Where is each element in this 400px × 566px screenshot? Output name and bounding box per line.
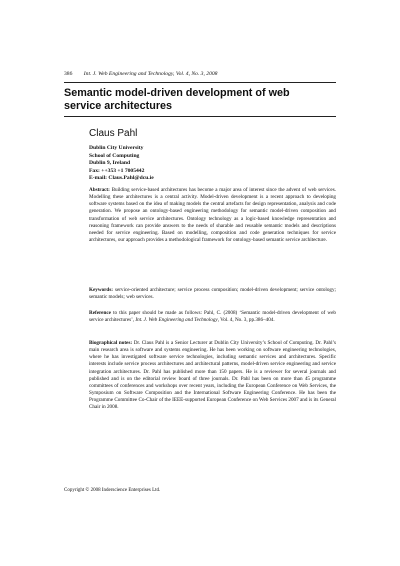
reference-volume: , Vol. 4, No. 3, pp.386–404.	[217, 317, 275, 324]
abstract-text: Building service-based architectures has become a major area of interest since the advent of web services. Modelling these architectures is a central activity. Model-driven development is a recent approach to developing software systems based on the idea of making models the central artefacts for design representation, analysis and code generation. We propose an ontology-based engineering methodology for semantic model-driven composition and transformation of web service architectures. Ontology technology as a logic-based knowledge representation and reasoning framework can provide answers to the needs of sharable and reusable semantic models and descriptions needed for service engineering. Based on modelling, composition and code generation techniques for service architectures, our approach provides a methodological framework for ontology-based semantic service architecture.	[89, 187, 336, 244]
reference-label: Reference	[89, 310, 111, 316]
reference-text: to this paper should be made as follows: Pahl, C. (2008) ‘Semantic model-driven development of web service architectures’,	[89, 310, 336, 324]
reference	[89, 310, 336, 324]
affiliation-fax: Fax: ++353 +1 7005442	[89, 167, 145, 174]
running-header	[64, 71, 336, 77]
keywords	[89, 287, 336, 301]
author-affiliation	[89, 145, 329, 183]
paper-title: Semantic model-driven development of web service architectures	[64, 87, 290, 112]
biographical-notes	[89, 340, 336, 412]
journal-citation: Int. J. Web Engineering and Technology, Vol. 4, No. 3, 2008	[83, 71, 218, 77]
abstract-label: Abstract:	[89, 187, 110, 193]
reference-journal: Int. J. Web Engineering and Technology	[135, 317, 218, 324]
title-rule-top	[64, 82, 336, 83]
bio-text: Dr. Claus Pahl is a Senior Lecturer at Dublin City University’s School of Computing. Dr. Pahl’s main research area is software and systems engineering. He has been working on software engineering technologies, where he has investigated software service technologies, including semantic services and architectures. Specific interests include service process architectures and architectural patterns, model-driven service engineering and service integration architectures. Dr. Pahl has published more than 150 papers. He is a reviewer for several journals and published and is on the editorial review board of three journals. Dr. Pahl has been on more than 45 programme committees of conferences and workshops over recent years, including the European Conference on Web Services, the Symposium on Software Composition and the International Software Engineering Conference. He has been the Programme Committee Co-Chair of the IEEE-supported European Conference on Web Services 2007 and is its General Chair in 2008.	[89, 340, 336, 411]
bio-label: Biographical notes:	[89, 340, 133, 346]
author-name: Claus Pahl	[89, 128, 138, 139]
affiliation-email: E-mail: Claus.Pahl@dcu.ie	[89, 175, 154, 182]
copyright-notice: Copyright © 2008 Inderscience Enterprises Ltd.	[64, 488, 161, 493]
keywords-text: service-oriented architecture; service process composition; model-driven development; service ontology; semantic models; web services.	[89, 287, 336, 301]
title-rule-bottom	[64, 116, 336, 117]
affiliation-city: Dublin 9, Ireland	[89, 160, 131, 167]
abstract	[89, 187, 336, 244]
keywords-label: Keywords:	[89, 287, 113, 293]
affiliation-university: Dublin City University	[89, 145, 144, 151]
page-number: 386	[64, 71, 73, 77]
affiliation-school: School of Computing	[89, 152, 140, 159]
